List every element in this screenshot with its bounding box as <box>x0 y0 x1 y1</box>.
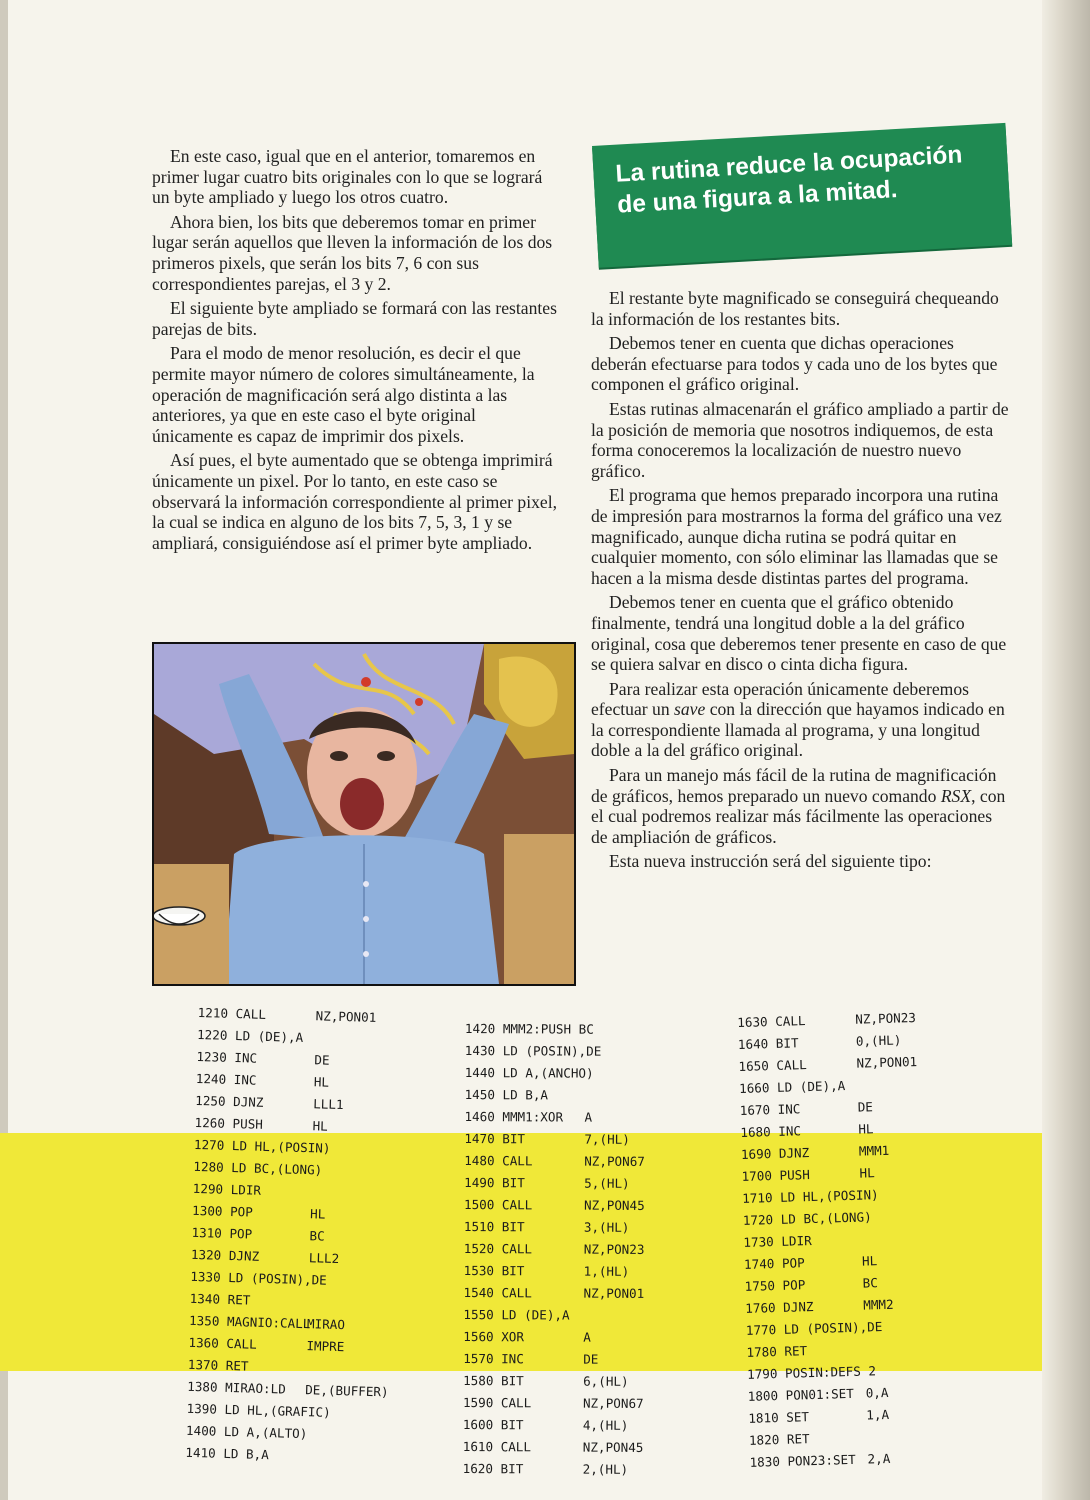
code-line: 1380 MIRAO:LD DE,(BUFFER) <box>187 1378 389 1400</box>
paragraph <box>591 765 1011 847</box>
code-line: 1440 LD A,(ANCHO) <box>464 1064 594 1081</box>
paragraph: El restante byte magnificado se conseguirá chequeando la información de los restantes bits. <box>591 288 999 329</box>
code-line: 1630 CALL NZ,PON23 <box>737 1010 917 1030</box>
code-line: 1700 PUSH HL <box>741 1165 875 1184</box>
code-line: 1610 CALL NZ,PON45 <box>462 1438 644 1455</box>
illustration-screaming-man <box>152 642 576 986</box>
code-line: 1290 LDIR <box>192 1180 262 1198</box>
code-line: 1570 INC DE <box>463 1350 599 1367</box>
code-line: 1500 CALL NZ,PON45 <box>463 1196 645 1213</box>
paragraph: Ahora bien, los bits que deberemos tomar en primer lugar serán aquellos que lleven la información de los dos primeros pixels, que serán los bits 7, 6 con sus correspondientes parejas, el 3 y 2. <box>152 211 553 294</box>
code-line: 1820 RET <box>748 1431 810 1448</box>
code-line: 1330 LD (POSIN),DE <box>190 1268 327 1288</box>
code-listing-column-1 <box>185 1002 448 1471</box>
code-line: 1300 POP HL <box>191 1202 326 1222</box>
pull-quote-box <box>592 123 1012 268</box>
code-line: 1780 RET <box>746 1343 808 1360</box>
code-line: 1750 POP BC <box>744 1275 878 1294</box>
code-line: 1710 LD HL,(POSIN) <box>741 1187 879 1206</box>
code-line: 1640 BIT 0,(HL) <box>737 1032 902 1052</box>
left-text-column <box>152 146 560 557</box>
paragraph <box>591 679 1011 761</box>
code-line: 1360 CALL IMPRE <box>188 1334 345 1355</box>
code-line: 1460 MMM1:XOR A <box>464 1108 593 1125</box>
code-line: 1370 RET <box>187 1356 249 1374</box>
code-line: 1530 BIT 1,(HL) <box>463 1262 630 1279</box>
code-line: 1400 LD A,(ALTO) <box>185 1422 308 1442</box>
code-line: 1660 LD (DE),A <box>738 1078 846 1096</box>
paragraph: Estas rutinas almacenarán el gráfico ampliado a partir de la posición de memoria que nosotros indiquemos, de esta forma conoceremos la localización de nuestro nuevo gráfico. <box>591 398 1009 481</box>
code-line: 1680 INC HL <box>740 1121 874 1140</box>
code-listing-column-2 <box>463 1018 715 1481</box>
code-line: 1670 INC DE <box>739 1099 874 1118</box>
code-line: 1800 PON01:SET 0,A <box>747 1384 889 1404</box>
code-listing-column-3 <box>737 1005 1000 1474</box>
code-line: 1770 LD (POSIN),DE <box>745 1319 883 1338</box>
code-line: 1720 LD BC,(LONG) <box>742 1209 872 1228</box>
code-line: 1340 RET <box>189 1290 251 1308</box>
code-line: 1350 MAGNIO:CALL MIRAO <box>188 1312 346 1333</box>
paragraph: En este caso, igual que en el anterior, tomaremos en primer lugar cuatro bits originales con lo que se logrará un byte ampliado y luego los otros cuatro. <box>152 146 543 208</box>
code-line: 1250 DJNZ LLL1 <box>195 1092 344 1113</box>
paragraph: Debemos tener en cuenta que dichas operaciones deberán efectuarse para todos y cada uno de los bytes que componen el gráfico original. <box>591 333 998 395</box>
paragraph: El siguiente byte ampliado se formará con las restantes parejas de bits. <box>152 298 557 339</box>
code-line: 1230 INC DE <box>196 1048 330 1068</box>
page-binding-edge <box>1042 0 1090 1500</box>
code-line: 1410 LD B,A <box>185 1444 270 1463</box>
code-line: 1390 LD HL,(GRAFIC) <box>186 1400 331 1420</box>
code-line: 1580 BIT 6,(HL) <box>463 1372 629 1389</box>
code-line: 1450 LD B,A <box>464 1086 549 1103</box>
code-line: 1690 DJNZ MMM1 <box>740 1142 890 1162</box>
code-line: 1510 BIT 3,(HL) <box>463 1218 630 1235</box>
text-run: , con el cual podremos realizar más fácilmente las operaciones de ampliación de gráficos. <box>591 785 1006 847</box>
paragraph: Esta nueva instrucción será del siguiente tipo: <box>609 851 932 872</box>
code-line: 1550 LD (DE),A <box>463 1306 570 1323</box>
code-line: 1470 BIT 7,(HL) <box>464 1130 630 1147</box>
code-line: 1540 CALL NZ,PON01 <box>463 1284 645 1301</box>
code-line: 1760 DJNZ MMM2 <box>745 1296 894 1316</box>
paragraph: Así pues, el byte aumentado que se obtenga imprimirá únicamente un pixel. Por lo tanto, en este caso se observará la información correspondiente al primer pixel, la cual se indica en alguno de los bits 7, 5, 3, 1 y se ampliará, consiguiéndose así el primer byte ampliado. <box>152 450 557 553</box>
code-line: 1830 PON23:SET 2,A <box>749 1450 891 1470</box>
code-line: 1740 POP HL <box>743 1253 878 1272</box>
paragraph: Debemos tener en cuenta que el gráfico obtenido finalmente, tendrá una longitud doble a la del gráfico original, cosa que deberemos tener presente en caso de que se quiera salvar en disco o cinta dicha figura. <box>591 592 1007 675</box>
code-line: 1730 LDIR <box>743 1233 812 1250</box>
code-line: 1590 CALL NZ,PON67 <box>462 1394 644 1411</box>
code-line: 1310 POP BC <box>191 1224 325 1244</box>
text-run: con la dirección que hayamos indicado en la correspondiente llamada al programa, y una longitud doble a la del gráfico original. <box>591 699 1005 761</box>
code-line: 1280 LD BC,(LONG) <box>193 1158 323 1178</box>
code-line: 1600 BIT 4,(HL) <box>462 1416 629 1433</box>
text-run: Para un manejo más fácil de la rutina de magnificación de gráficos, hemos preparado un nuevo comando <box>591 765 997 806</box>
illustration-artwork <box>154 644 574 984</box>
code-line: 1650 CALL NZ,PON01 <box>738 1053 918 1074</box>
italic-term: save <box>674 699 706 720</box>
pull-quote-text: La rutina reduce la ocupación de una figura a la mitad. <box>614 141 963 219</box>
paragraph: Para el modo de menor resolución, es decir el que permite mayor número de colores simultáneamente, la operación de magnificación será algo distinta a las anteriores, ya que en este caso el byte original únicamente es capaz de imprimir dos pixels. <box>152 343 535 446</box>
code-line: 1420 MMM2:PUSH BC <box>464 1020 594 1037</box>
paragraph: El programa que hemos preparado incorpora una rutina de impresión para mostrarnos la forma del gráfico una vez magnificado, aunque dicha rutina se podrá quitar en cualquier momento, con sólo eliminar las llamadas que se hacen a la misma desde distintas partes del programa. <box>591 485 1002 588</box>
code-line: 1790 POSIN:DEFS 2 <box>746 1363 877 1382</box>
code-line: 1240 INC HL <box>195 1070 330 1090</box>
code-line: 1520 CALL NZ,PON23 <box>463 1240 645 1257</box>
code-line: 1270 LD HL,(POSIN) <box>193 1136 331 1156</box>
code-line: 1490 BIT 5,(HL) <box>464 1174 630 1191</box>
text-run: Para realizar esta operación únicamente deberemos efectuar un <box>591 678 969 720</box>
code-line: 1210 CALL NZ,PON01 <box>197 1004 377 1025</box>
code-line: 1810 SET 1,A <box>748 1406 890 1426</box>
right-text-column <box>591 288 1011 876</box>
code-line: 1480 CALL NZ,PON67 <box>464 1152 645 1169</box>
code-line: 1260 PUSH HL <box>194 1114 328 1134</box>
italic-term: RSX <box>940 785 972 806</box>
code-line: 1620 BIT 2,(HL) <box>462 1460 629 1477</box>
code-line: 1430 LD (POSIN),DE <box>464 1042 602 1059</box>
code-line: 1220 LD (DE),A <box>196 1026 304 1045</box>
code-line: 1560 XOR A <box>463 1328 591 1345</box>
code-line: 1320 DJNZ LLL2 <box>190 1246 340 1267</box>
